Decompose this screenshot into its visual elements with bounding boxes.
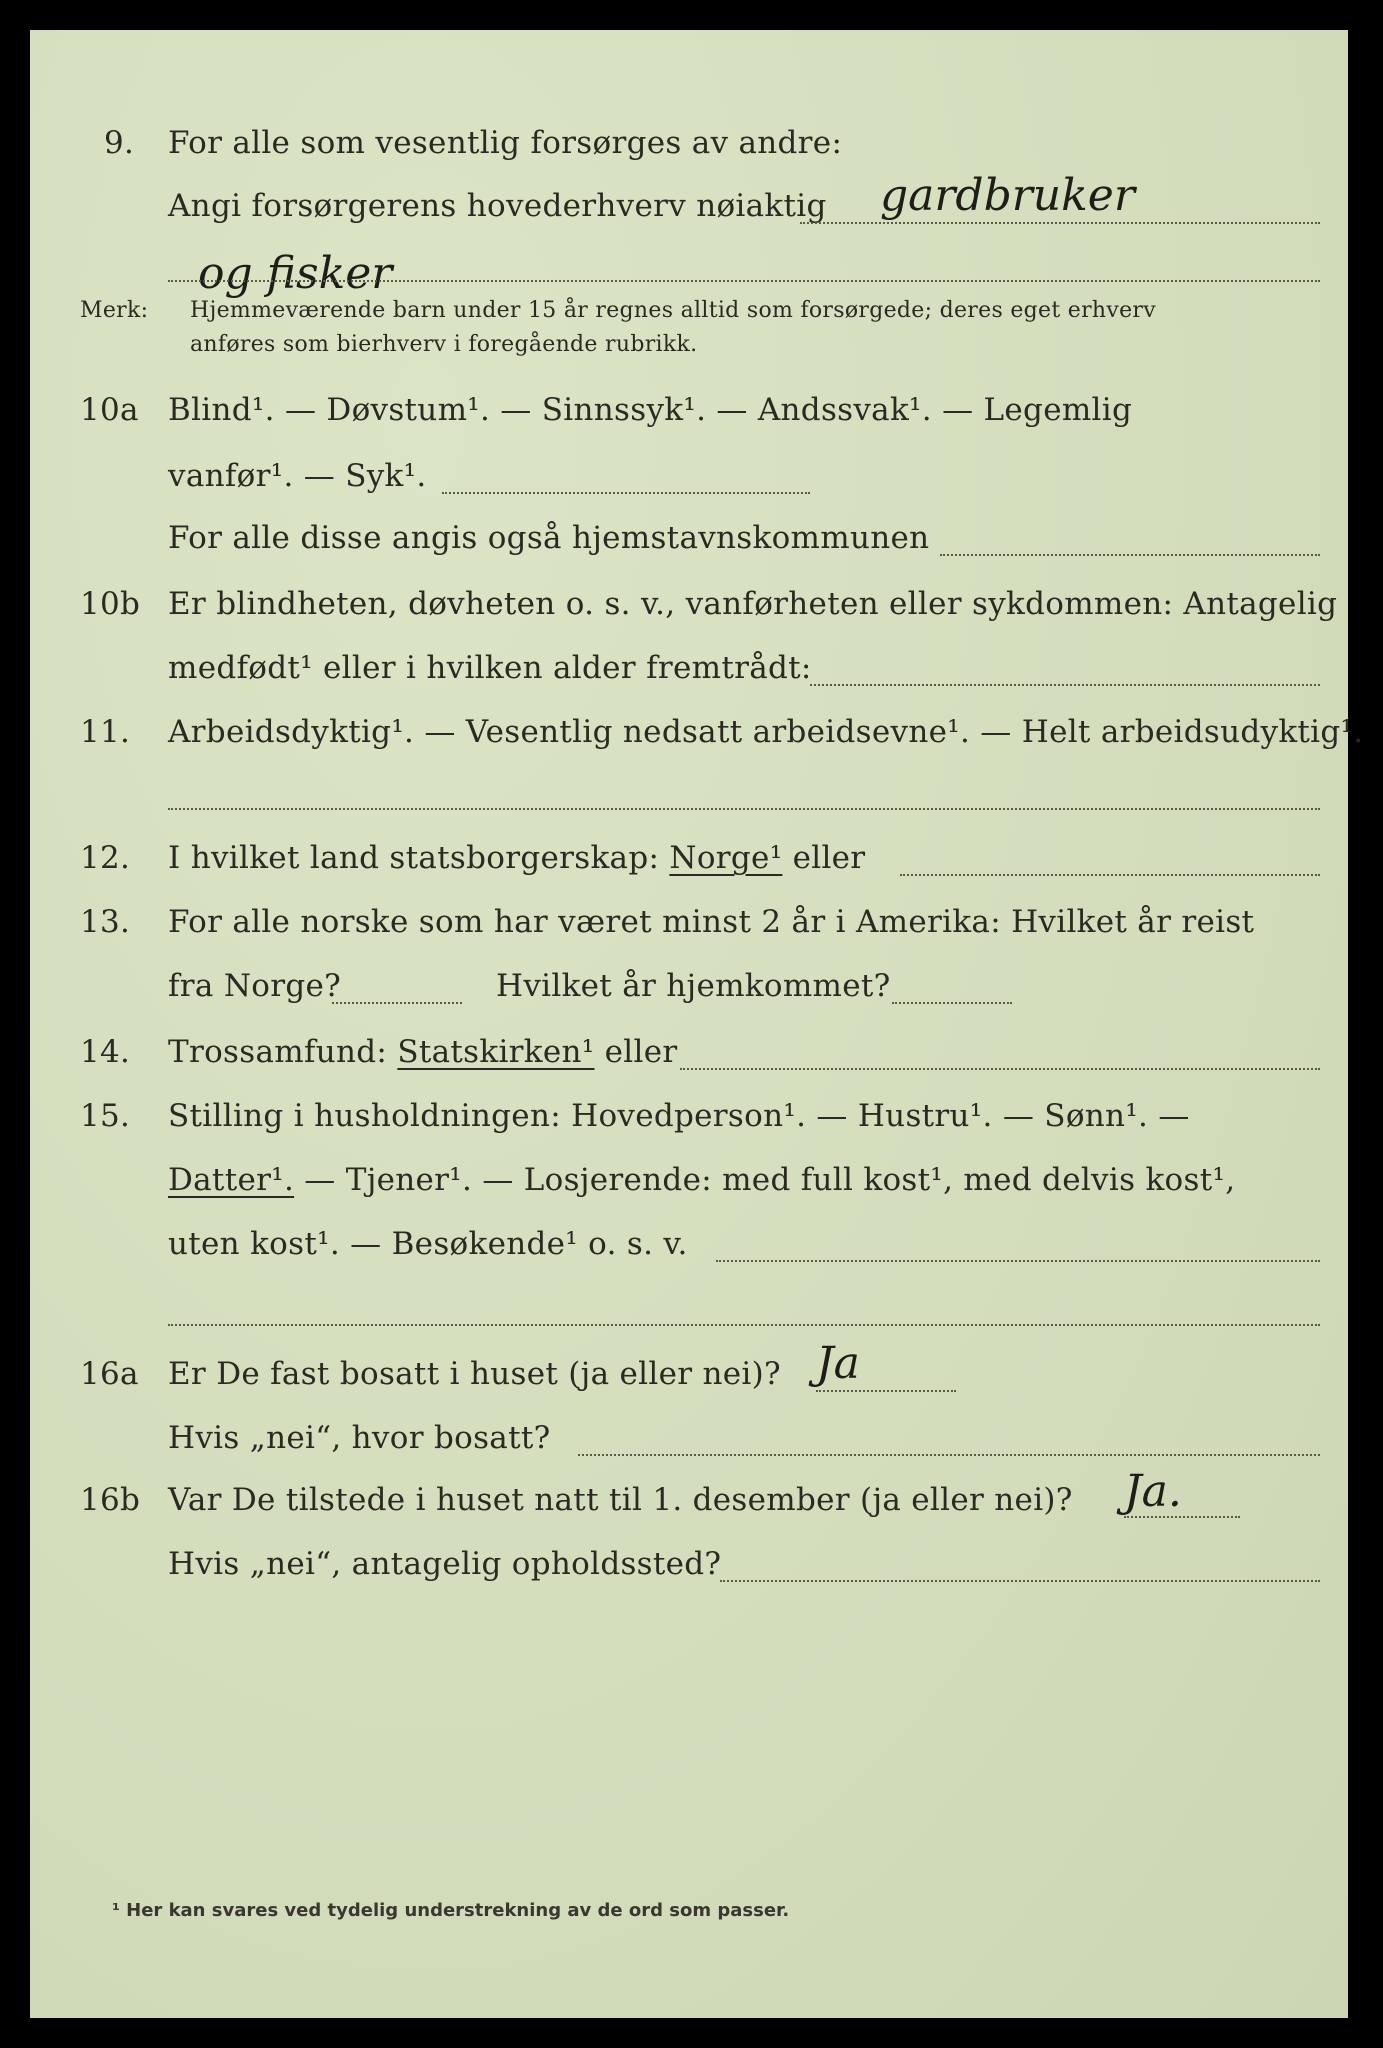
q16b-question-2: Hvis „nei“, antagelig opholdssted? [168, 1546, 722, 1582]
merk-text: Hjemmeværende barn under 15 år regnes alltid som forsørgede; deres eget erhverv [190, 298, 1156, 323]
answer-line [892, 1002, 1012, 1004]
q12-number: 12. [80, 840, 131, 876]
q15-number: 15. [80, 1098, 131, 1134]
q16a-question: Er De fast bosatt i huset (ja eller nei)? [168, 1356, 781, 1392]
q10a-question-3: For alle disse angis også hjemstavnskommunen [168, 520, 930, 556]
footnote: ¹ Her kan svares ved tydelig understrekning av de ord som passer. [112, 1900, 790, 1921]
q16a-number: 16a [80, 1356, 139, 1392]
q10a-question: Blind¹. — Døvstum¹. — Sinnssyk¹. — Andssvak¹. — Legemlig [168, 392, 1133, 428]
answer-line [800, 222, 1320, 224]
q14-choice-underlined: Statskirken¹ [397, 1034, 595, 1070]
q16b-number: 16b [80, 1482, 141, 1518]
q10a-question-2: vanfør¹. — Syk¹. [168, 458, 427, 494]
answer-line [442, 492, 810, 494]
q16a-handwritten-answer: Ja [816, 1338, 860, 1389]
answer-line [1124, 1516, 1240, 1518]
q15-question-2 [168, 1162, 1235, 1198]
answer-line [810, 684, 1320, 686]
q9-question-2: Angi forsørgerens hovederhverv nøiaktig [168, 188, 827, 224]
q11-number: 11. [80, 714, 131, 750]
q9-question: For alle som vesentlig forsørges av andre: [168, 125, 843, 161]
merk-text-2: anføres som bierhverv i foregående rubrikk. [190, 332, 698, 357]
q10a-number: 10a [80, 392, 139, 428]
q9-handwritten-answer-2: og fisker [198, 248, 393, 299]
q13-question-2b: Hvilket år hjemkommet? [496, 968, 891, 1004]
q10b-question: Er blindheten, døvheten o. s. v., vanførheten eller sykdommen: Antagelig [168, 586, 1338, 622]
q14-question [168, 1034, 678, 1070]
q12-question [168, 840, 865, 876]
q10b-number: 10b [80, 586, 141, 622]
q15-choice-underlined: Datter¹. [168, 1162, 295, 1198]
q9-handwritten-answer: gardbruker [880, 170, 1135, 221]
q16a-question-2: Hvis „nei“, hvor bosatt? [168, 1420, 551, 1456]
answer-line [680, 1068, 1320, 1070]
merk-label: Merk: [80, 298, 149, 323]
q16b-handwritten-answer: Ja. [1124, 1466, 1182, 1517]
answer-line [578, 1454, 1320, 1456]
q13-question: For alle norske som har været minst 2 år i Amerika: Hvilket år reist [168, 904, 1255, 940]
q14-question-tail: eller [604, 1034, 678, 1070]
answer-line [168, 808, 1320, 810]
q14-question-text: Trossamfund: [168, 1034, 388, 1070]
q16b-question: Var De tilstede i huset natt til 1. desember (ja eller nei)? [168, 1482, 1073, 1518]
answer-line [168, 280, 1320, 282]
q12-question-tail: eller [792, 840, 866, 876]
q13-question-2a: fra Norge? [168, 968, 342, 1004]
q15-question-3: uten kost¹. — Besøkende¹ o. s. v. [168, 1226, 688, 1262]
q11-question: Arbeidsdyktig¹. — Vesentlig nedsatt arbeidsevne¹. — Helt arbeidsudyktig¹. [168, 714, 1364, 750]
q15-question-2-rest: — Tjener¹. — Losjerende: med full kost¹, med delvis kost¹, [304, 1162, 1236, 1198]
q14-number: 14. [80, 1034, 131, 1070]
answer-line [168, 1324, 1320, 1326]
q12-question-text: I hvilket land statsborgerskap: [168, 840, 660, 876]
answer-line [720, 1580, 1320, 1582]
q12-choice-underlined: Norge¹ [669, 840, 783, 876]
q15-question: Stilling i husholdningen: Hovedperson¹. — Hustru¹. — Sønn¹. — [168, 1098, 1190, 1134]
q9-number: 9. [104, 125, 135, 161]
answer-line [716, 1260, 1320, 1262]
census-form-page [30, 30, 1364, 2018]
q10b-question-2: medfødt¹ eller i hvilken alder fremtrådt: [168, 650, 812, 686]
answer-line [332, 1002, 462, 1004]
q13-number: 13. [80, 904, 131, 940]
answer-line [900, 874, 1320, 876]
answer-line [816, 1390, 956, 1392]
answer-line [940, 554, 1320, 556]
